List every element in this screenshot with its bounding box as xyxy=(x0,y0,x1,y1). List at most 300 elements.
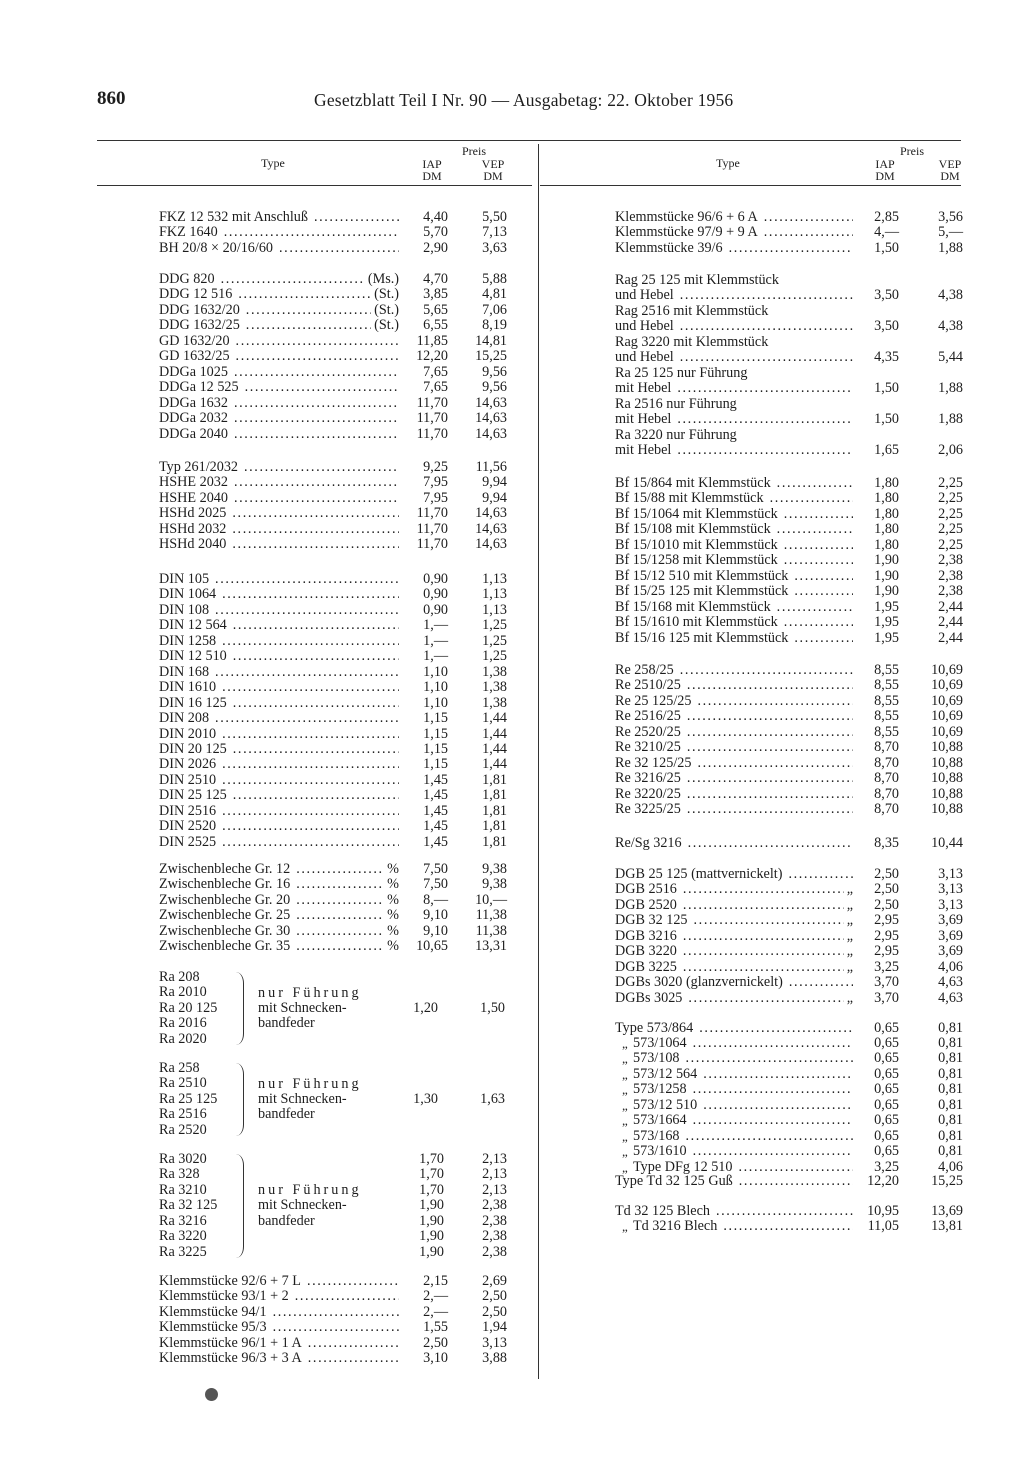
leader-dots xyxy=(245,380,399,395)
row-type-cell xyxy=(159,411,399,426)
row-type-label: HSHE 2040 xyxy=(159,490,228,506)
row-type-label: Klemmstücke 93/1 + 2 xyxy=(159,1289,289,1305)
row-type-cell xyxy=(633,1160,853,1175)
leader-dots xyxy=(784,615,853,630)
row-type-label: HSHd 2032 xyxy=(159,521,227,537)
page-number: 860 xyxy=(97,88,126,109)
vep-price: 3,13 xyxy=(938,866,963,882)
row-type-cell xyxy=(159,225,399,240)
iap-price: 11,85 xyxy=(416,332,448,349)
row-type-label: DIN 25 125 xyxy=(159,788,227,804)
leader-dots xyxy=(222,727,399,742)
leader-dots xyxy=(232,537,399,552)
iap-price: 1,30 xyxy=(413,1090,438,1107)
iap-price: 2,50 xyxy=(874,866,899,882)
price-row xyxy=(159,788,514,803)
leader-dots xyxy=(739,1174,853,1189)
price-row xyxy=(159,696,514,711)
iap-price: 2,15 xyxy=(423,1273,448,1289)
row-type-cell xyxy=(159,665,399,680)
row-type-cell xyxy=(615,443,853,458)
iap-unit-left: DM xyxy=(422,169,442,183)
iap-price: 2,50 xyxy=(874,896,899,913)
row-type-cell xyxy=(159,537,399,552)
vep-price: 2,50 xyxy=(482,1288,507,1305)
row-type-cell xyxy=(159,1305,399,1320)
iap-price: 3,50 xyxy=(874,318,899,335)
vep-price: 1,81 xyxy=(482,833,507,850)
group-note xyxy=(258,1183,362,1229)
iap-price: 3,85 xyxy=(423,286,448,303)
row-type-cell xyxy=(615,913,853,928)
row-suffix: „ xyxy=(846,990,853,1006)
price-row xyxy=(615,443,965,458)
iap-price: 0,90 xyxy=(423,601,448,618)
ditto-mark: „ xyxy=(622,1036,628,1051)
row-type-label: DIN 168 xyxy=(159,664,210,680)
iap-price: 1,45 xyxy=(423,818,448,835)
price-row xyxy=(159,649,514,664)
ditto-mark: „ xyxy=(622,1051,628,1067)
vep-price: 14,63 xyxy=(475,520,507,537)
leader-dots xyxy=(222,680,399,695)
iap-price: 3,25 xyxy=(874,958,899,975)
leader-dots xyxy=(686,1051,853,1066)
row-type-cell xyxy=(159,396,399,411)
leader-dots xyxy=(699,1021,853,1036)
iap-price: 3,25 xyxy=(874,1158,899,1175)
iap-price: 8,70 xyxy=(874,770,899,787)
leader-dots xyxy=(688,991,843,1006)
row-type-label: DIN 208 xyxy=(159,711,210,727)
vep-price: 11,56 xyxy=(475,459,507,475)
row-type-label: 573/1664 xyxy=(633,1113,687,1129)
price-row xyxy=(615,882,965,897)
row-type-cell xyxy=(615,319,853,334)
row-type-label: DIN 108 xyxy=(159,602,210,618)
row-type-cell xyxy=(615,771,853,786)
leader-dots xyxy=(314,210,399,225)
leader-dots xyxy=(693,1036,853,1051)
leader-dots xyxy=(794,584,853,599)
iap-price: 1,90 xyxy=(419,1228,444,1245)
vep-price: 5,44 xyxy=(938,349,963,366)
leader-dots xyxy=(215,711,399,726)
leader-dots xyxy=(683,929,844,944)
iap-price: 8,55 xyxy=(874,708,899,725)
row-suffix: % xyxy=(387,923,399,939)
row-type-label: Klemmstücke 92/6 + 7 L xyxy=(159,1274,301,1289)
iap-price: 1,10 xyxy=(423,694,448,711)
iap-price: 1,80 xyxy=(874,521,899,538)
row-type-label: DDGa 12 525 xyxy=(159,380,239,396)
header-rule-left xyxy=(97,185,532,186)
row-type-label: Klemmstücke 95/3 xyxy=(159,1320,267,1336)
leader-dots xyxy=(308,1351,399,1366)
row-type-label: 573/1064 xyxy=(633,1036,687,1051)
row-type-label: Re 3216/25 xyxy=(615,771,681,787)
vep-unit-right: DM xyxy=(940,169,960,183)
price-row xyxy=(159,711,514,726)
vep-price: 2,50 xyxy=(482,1303,507,1320)
price-row xyxy=(159,835,514,850)
iap-price: 1,50 xyxy=(874,411,899,428)
row-type-label: DIN 2525 xyxy=(159,834,217,850)
vep-price: 1,81 xyxy=(482,818,507,835)
row-type-label: DGB 25 125 (mattvernickelt) xyxy=(615,867,783,882)
vep-price: 1,25 xyxy=(482,648,507,665)
vep-price: 3,13 xyxy=(938,896,963,913)
leader-dots xyxy=(693,1144,853,1159)
row-type-cell xyxy=(633,1113,853,1128)
leader-dots xyxy=(215,665,399,680)
iap-price: 1,80 xyxy=(874,536,899,553)
row-type-label: Bf 15/864 mit Klemmstück xyxy=(615,476,771,491)
iap-price: 1,— xyxy=(423,648,448,665)
row-type-label: Zwischenbleche Gr. 16 xyxy=(159,877,291,893)
row-type-label: HSHE 2032 xyxy=(159,475,228,491)
row-type-label: DIN 2520 xyxy=(159,819,217,835)
iap-price: 1,70 xyxy=(419,1166,444,1183)
row-type-label: 573/1610 xyxy=(633,1144,687,1160)
leader-dots xyxy=(677,381,853,396)
row-type-cell xyxy=(159,696,399,711)
row-type-label: Typ 261/2032 xyxy=(159,460,239,475)
leader-dots xyxy=(739,1160,854,1175)
group-brace xyxy=(236,1063,244,1136)
row-type-cell xyxy=(159,491,399,506)
price-row xyxy=(159,1336,514,1351)
row-type-cell xyxy=(159,587,399,602)
row-type-cell xyxy=(159,893,399,908)
price-row xyxy=(615,288,965,303)
leader-dots xyxy=(296,893,384,908)
row-type-label: Rag 3220 mit Klemmstück xyxy=(615,334,769,350)
iap-price: 0,65 xyxy=(874,1081,899,1098)
row-type-label: Re 258/25 xyxy=(615,663,674,678)
row-type-cell xyxy=(159,727,399,742)
row-type-cell xyxy=(159,1289,399,1304)
price-row xyxy=(159,475,514,490)
row-type-label: Type DFg 12 510 xyxy=(633,1159,733,1175)
row-type-label: Bf 15/1610 mit Klemmstück xyxy=(615,615,778,631)
vep-price: 9,56 xyxy=(482,379,507,396)
vep-price: 14,63 xyxy=(475,425,507,442)
vep-price: 4,63 xyxy=(938,989,963,1006)
leader-dots xyxy=(693,1082,853,1097)
iap-price: 4,40 xyxy=(423,209,448,225)
row-type-label: 573/12 510 xyxy=(633,1097,698,1113)
vep-price: 15,25 xyxy=(931,1173,963,1189)
leader-dots xyxy=(233,618,399,633)
row-suffix: % xyxy=(387,877,399,893)
iap-price: 1,95 xyxy=(874,629,899,646)
group-note-line: bandfeder xyxy=(258,1015,315,1032)
price-row xyxy=(615,428,965,443)
row-type-label: DDG 1632/25 xyxy=(159,318,240,334)
row-type-label: und Hebel xyxy=(615,319,674,335)
price-row xyxy=(615,1219,965,1234)
row-type-label: 573/1258 xyxy=(633,1082,687,1098)
iap-price: 10,95 xyxy=(867,1203,899,1219)
group-item: Ra 2520 xyxy=(159,1121,207,1138)
leader-dots xyxy=(238,287,371,302)
leader-dots xyxy=(234,396,399,411)
price-row xyxy=(615,771,965,786)
row-type-label: GD 1632/25 xyxy=(159,349,230,365)
iap-price: 3,70 xyxy=(874,974,899,991)
leader-dots xyxy=(794,569,853,584)
row-type-cell xyxy=(159,618,399,633)
iap-price: 1,95 xyxy=(874,598,899,615)
vep-price: 14,63 xyxy=(475,394,507,411)
iap-price: 2,85 xyxy=(874,209,899,225)
leader-dots xyxy=(687,802,853,817)
price-row xyxy=(615,1098,965,1113)
price-row xyxy=(615,319,965,334)
price-row xyxy=(159,939,514,954)
row-type-label: DIN 105 xyxy=(159,572,210,587)
leader-dots xyxy=(683,898,844,913)
iap-price: 0,65 xyxy=(874,1065,899,1082)
row-type-cell xyxy=(615,476,853,491)
row-type-cell xyxy=(633,1082,853,1097)
iap-price: 0,65 xyxy=(874,1112,899,1129)
row-type-cell xyxy=(159,460,399,475)
row-suffix: % xyxy=(387,862,399,877)
price-row xyxy=(615,1129,965,1144)
leader-dots xyxy=(222,773,399,788)
price-row xyxy=(159,757,514,772)
vep-price: 2,38 xyxy=(938,567,963,584)
vep-price: 1,44 xyxy=(482,740,507,757)
leader-dots xyxy=(295,1289,399,1304)
iap-price: 0,65 xyxy=(874,1035,899,1051)
iap-price: 1,45 xyxy=(423,787,448,804)
row-type-cell xyxy=(615,412,853,427)
leader-dots xyxy=(296,924,384,939)
vep-price: 8,19 xyxy=(482,317,507,334)
iap-price: 1,90 xyxy=(419,1212,444,1229)
row-type-cell xyxy=(159,241,399,256)
iap-price: 1,20 xyxy=(413,999,438,1016)
row-type-cell xyxy=(633,1219,853,1234)
row-type-cell xyxy=(159,427,399,442)
leader-dots xyxy=(789,975,853,990)
row-type-cell xyxy=(159,1351,399,1366)
leader-dots xyxy=(683,944,844,959)
row-type-cell xyxy=(615,538,853,553)
iap-price: 1,70 xyxy=(419,1181,444,1198)
price-row xyxy=(159,210,514,225)
iap-price: 4,70 xyxy=(423,271,448,287)
vep-price: 15,25 xyxy=(475,348,507,365)
leader-dots xyxy=(777,476,853,491)
row-type-cell xyxy=(615,507,853,522)
row-type-cell xyxy=(615,802,853,817)
leader-dots xyxy=(308,1336,399,1351)
group-item: Ra 3210 xyxy=(159,1181,207,1198)
price-row xyxy=(159,727,514,742)
price-row xyxy=(159,572,514,587)
vep-price: 10,88 xyxy=(931,801,963,818)
iap-price: 1,10 xyxy=(423,679,448,696)
leader-dots xyxy=(687,771,853,786)
iap-price: 7,50 xyxy=(423,861,448,877)
row-type-label: DIN 12 510 xyxy=(159,649,227,665)
vep-price: 2,13 xyxy=(482,1181,507,1198)
iap-price: 1,90 xyxy=(874,567,899,584)
row-type-cell xyxy=(159,1336,399,1351)
price-row xyxy=(159,862,514,877)
vep-price: 10,88 xyxy=(931,785,963,802)
preis-header-left: Preis xyxy=(462,144,486,158)
row-type-cell xyxy=(159,804,399,819)
leader-dots xyxy=(222,634,399,649)
vep-price: 10,69 xyxy=(931,692,963,709)
iap-price: 9,25 xyxy=(423,459,448,475)
vep-price: 7,13 xyxy=(482,224,507,241)
iap-price: 2,50 xyxy=(423,1334,448,1351)
price-row xyxy=(159,506,514,521)
row-suffix: % xyxy=(387,908,399,924)
leader-dots xyxy=(233,649,399,664)
row-type-cell xyxy=(615,428,853,443)
iap-price: 4,35 xyxy=(874,349,899,366)
iap-price: 1,— xyxy=(423,632,448,649)
row-type-label: DIN 1064 xyxy=(159,587,217,603)
vep-price: 10,88 xyxy=(931,754,963,771)
group-item: Ra 20 125 xyxy=(159,999,218,1016)
row-type-label: Td 3216 Blech xyxy=(633,1219,718,1234)
price-row xyxy=(615,740,965,755)
price-row xyxy=(615,631,965,646)
row-type-cell xyxy=(159,680,399,695)
row-type-label: DDG 1632/20 xyxy=(159,302,240,318)
row-type-cell xyxy=(159,773,399,788)
iap-price: 9,10 xyxy=(423,907,448,924)
row-type-label: DIN 2010 xyxy=(159,726,217,742)
vep-price: 2,25 xyxy=(938,475,963,491)
row-type-cell xyxy=(633,1036,853,1051)
row-type-cell xyxy=(615,1021,853,1036)
group-note xyxy=(258,1077,362,1123)
vep-price: 10,44 xyxy=(931,835,963,851)
vep-price: 2,44 xyxy=(938,598,963,615)
price-row xyxy=(615,802,965,817)
vep-price: 2,38 xyxy=(482,1212,507,1229)
price-row xyxy=(615,210,965,225)
leader-dots xyxy=(215,572,399,587)
iap-price: 8,55 xyxy=(874,692,899,709)
row-type-cell xyxy=(159,788,399,803)
price-row xyxy=(615,991,965,1006)
iap-price: 1,45 xyxy=(423,802,448,819)
row-type-label: GD 1632/20 xyxy=(159,333,230,349)
price-row xyxy=(615,412,965,427)
vep-unit-left: DM xyxy=(483,169,503,183)
leader-dots xyxy=(729,241,853,256)
leader-dots xyxy=(236,349,399,364)
row-type-label: Re 3210/25 xyxy=(615,740,681,756)
price-row xyxy=(159,742,514,757)
row-type-label: Re 2510/25 xyxy=(615,678,681,694)
leader-dots xyxy=(764,225,853,240)
row-type-label: mit Hebel xyxy=(615,381,672,397)
row-type-cell xyxy=(159,939,399,954)
iap-price: 0,90 xyxy=(423,571,448,587)
row-type-label: DIN 16 125 xyxy=(159,695,227,711)
iap-price: 2,— xyxy=(423,1303,448,1320)
group-note-line: mit Schnecken- xyxy=(258,1197,347,1214)
iap-price: 2,95 xyxy=(874,943,899,960)
leader-dots xyxy=(784,553,853,568)
row-type-label: Klemmstücke 96/6 + 6 A xyxy=(615,210,758,225)
leader-dots xyxy=(221,272,365,287)
price-row xyxy=(615,898,965,913)
row-type-label: Ra 3220 nur Führung xyxy=(615,427,737,443)
leader-dots xyxy=(215,603,399,618)
vep-price: 5,— xyxy=(938,224,963,241)
vep-price: 0,81 xyxy=(938,1081,963,1098)
leader-dots xyxy=(687,709,853,724)
row-type-cell xyxy=(159,862,399,877)
header-rule-right xyxy=(540,185,961,186)
iap-price: 3,70 xyxy=(874,989,899,1006)
row-type-label: Klemmstücke 96/1 + 1 A xyxy=(159,1335,302,1351)
row-type-cell xyxy=(615,991,853,1006)
row-suffix: „ xyxy=(846,928,853,944)
group-brace xyxy=(236,1154,244,1258)
row-type-label: DDGa 1025 xyxy=(159,364,228,380)
row-suffix: (St.) xyxy=(374,318,399,334)
iap-price: 8,70 xyxy=(874,785,899,802)
iap-price: 8,— xyxy=(423,891,448,908)
vep-price: 1,13 xyxy=(482,571,507,587)
row-type-cell xyxy=(159,380,399,395)
vep-price: 2,25 xyxy=(938,505,963,522)
price-row xyxy=(159,411,514,426)
vep-price: 10,69 xyxy=(931,708,963,725)
price-row xyxy=(615,663,965,678)
page-header-title: Gesetzblatt Teil I Nr. 90 — Ausgabetag: 22. Oktober 1956 xyxy=(314,90,734,110)
vep-price: 4,63 xyxy=(938,974,963,991)
leader-dots xyxy=(788,867,853,882)
leader-dots xyxy=(686,1129,853,1144)
vep-price: 14,63 xyxy=(475,505,507,522)
vep-price: 0,81 xyxy=(938,1065,963,1082)
vep-price: 1,81 xyxy=(482,771,507,788)
row-type-cell xyxy=(615,304,853,319)
vep-price: 1,25 xyxy=(482,617,507,634)
vep-price: 14,81 xyxy=(475,332,507,349)
vep-price: 1,13 xyxy=(482,601,507,618)
row-type-label: Td 32 125 Blech xyxy=(615,1204,710,1219)
row-type-label: DGB 2520 xyxy=(615,897,677,913)
row-type-cell xyxy=(615,1174,853,1189)
row-type-cell xyxy=(159,303,399,318)
price-row xyxy=(159,1274,514,1289)
row-type-label: Rag 2516 mit Klemmstück xyxy=(615,303,769,319)
iap-price: 11,70 xyxy=(416,425,448,442)
vep-price: 2,44 xyxy=(938,629,963,646)
row-type-cell xyxy=(615,225,853,240)
iap-price: 1,70 xyxy=(419,1151,444,1167)
leader-dots xyxy=(232,522,399,537)
row-type-cell xyxy=(633,1144,853,1159)
row-type-label: Ra 2516 nur Führung xyxy=(615,396,737,412)
price-row xyxy=(615,678,965,693)
